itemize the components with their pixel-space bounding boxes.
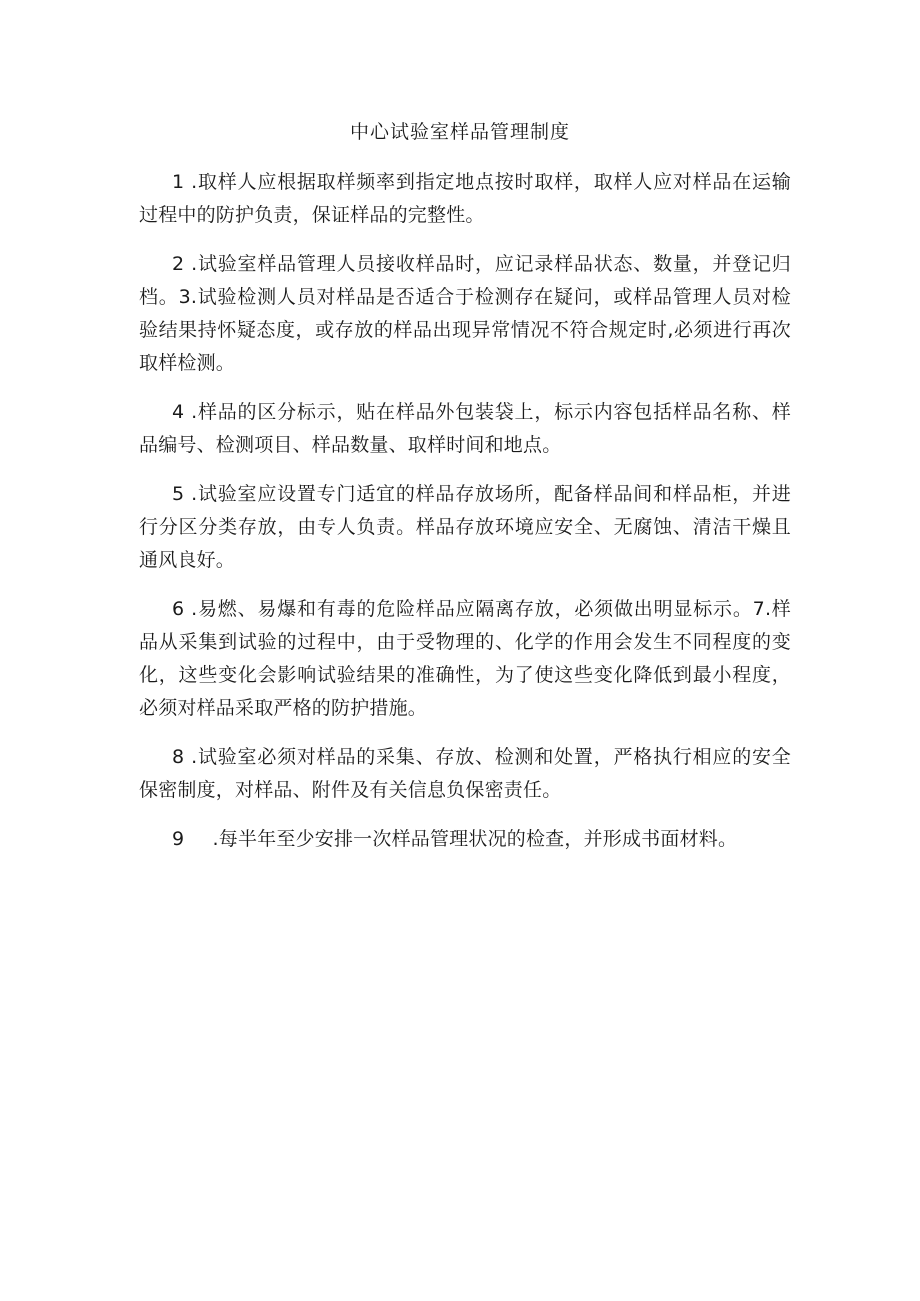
paragraph-number: 9 — [172, 828, 185, 850]
paragraph-text: .取样人应根据取样频率到指定地点按时取样，取样人应对样品在运输过程中的防护负责，保证样品的完整性。 — [139, 171, 791, 226]
paragraph-1 — [139, 166, 791, 232]
paragraph-text: .每半年至少安排一次样品管理状况的检查，并形成书面材料。 — [206, 828, 738, 850]
paragraph-text: .试验室应设置专门适宜的样品存放场所，配备样品间和样品柜，并进行分区分类存放，由专人负责。样品存放环境应安全、无腐蚀、清洁干燥且通风良好。 — [139, 483, 791, 571]
paragraph-number: 5 — [172, 483, 185, 505]
paragraph-number: 8 — [172, 746, 185, 768]
paragraph-text: .样品的区分标示，贴在样品外包装袋上，标示内容包括样品名称、样品编号、检测项目、样品数量、取样时间和地点。 — [139, 401, 791, 456]
document-title: 中心试验室样品管理制度 — [349, 121, 570, 143]
paragraph-number: 1 — [172, 171, 185, 193]
paragraph-5 — [139, 478, 791, 577]
document-body — [139, 166, 791, 872]
paragraph-text: .试验室样品管理人员接收样品时，应记录样品状态、数量，并登记归档。3.试验检测人员对样品是否适合于检测存在疑问，或样品管理人员对检验结果持怀疑态度，或存放的样品出现异常情况不符合规定时,必须进行再次取样检测。 — [139, 253, 791, 374]
paragraph-2 — [139, 248, 791, 380]
paragraph-8 — [139, 741, 791, 807]
paragraph-4 — [139, 396, 791, 462]
paragraph-number: 2 — [172, 253, 185, 275]
paragraph-6 — [139, 593, 791, 725]
paragraph-text: .易燃、易爆和有毒的危险样品应隔离存放，必须做出明显标示。7.样品从采集到试验的过程中，由于受物理的、化学的作用会发生不同程度的变化，这些变化会影响试验结果的准确性，为了使这些变化降低到最小程度，必须对样品采取严格的防护措施。 — [139, 598, 791, 719]
paragraph-text: .试验室必须对样品的采集、存放、检测和处置，严格执行相应的安全保密制度，对样品、附件及有关信息负保密责任。 — [139, 746, 791, 801]
paragraph-number: 6 — [172, 598, 185, 620]
paragraph-9 — [139, 823, 791, 856]
paragraph-number: 4 — [172, 401, 185, 423]
